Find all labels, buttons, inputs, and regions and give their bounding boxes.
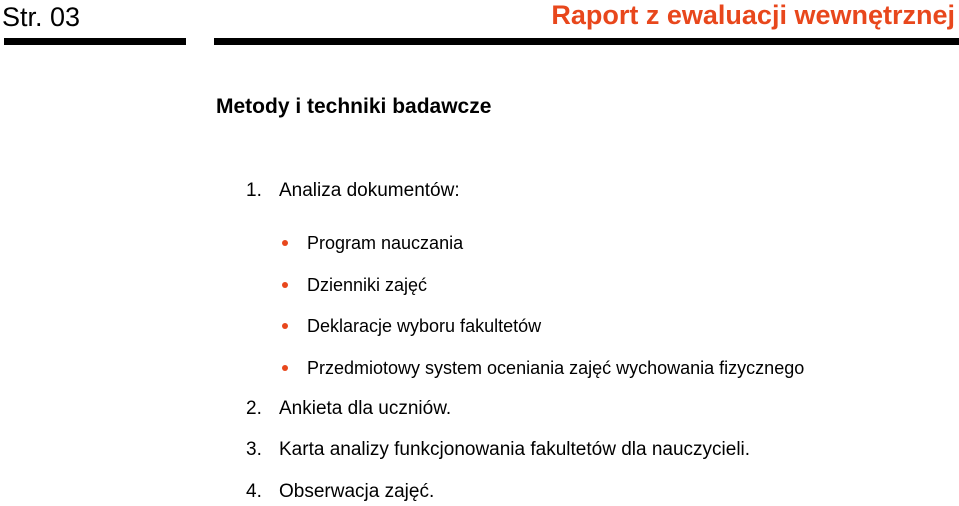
list-item-2-number: 2. [246, 398, 262, 419]
header-rule-left [4, 38, 186, 45]
list-item-2-label: Ankieta dla uczniów. [279, 398, 452, 419]
bullet-dot-icon [282, 240, 288, 246]
list-item-4 [246, 479, 434, 505]
sub-list-item [281, 313, 541, 339]
bullet-dot-icon [282, 323, 288, 329]
list-item-1 [246, 178, 460, 204]
list-item-3-number: 3. [246, 439, 262, 460]
list-item-4-label: Obserwacja zajęć. [279, 481, 435, 502]
sub-list-item-label: Przedmiotowy system oceniania zajęć wychowania fizycznego [307, 358, 805, 378]
report-title: Raport z ewaluacji wewnętrznej [551, 0, 955, 30]
bullet-dot-icon [282, 282, 288, 288]
page-number: Str. 03 [2, 2, 81, 32]
bullet-dot-icon [282, 365, 288, 371]
list-item-1-label: Analiza dokumentów: [279, 180, 460, 201]
list-item-1-number: 1. [246, 180, 262, 201]
header-rule-right [214, 38, 959, 45]
sub-list-item-label: Dzienniki zajęć [307, 275, 428, 295]
section-heading: Metody i techniki badawcze [216, 95, 492, 118]
list-item-4-number: 4. [246, 481, 262, 502]
sub-list-item-label: Deklaracje wyboru fakultetów [307, 316, 542, 336]
sub-list-item [281, 272, 427, 298]
list-item-2 [246, 396, 451, 422]
sub-list-item-label: Program nauczania [307, 233, 464, 253]
sub-list-item [281, 355, 804, 381]
sub-list-item [281, 230, 463, 256]
list-item-3-label: Karta analizy funkcjonowania fakultetów dla nauczycieli. [279, 439, 751, 460]
list-item-3 [246, 437, 750, 463]
